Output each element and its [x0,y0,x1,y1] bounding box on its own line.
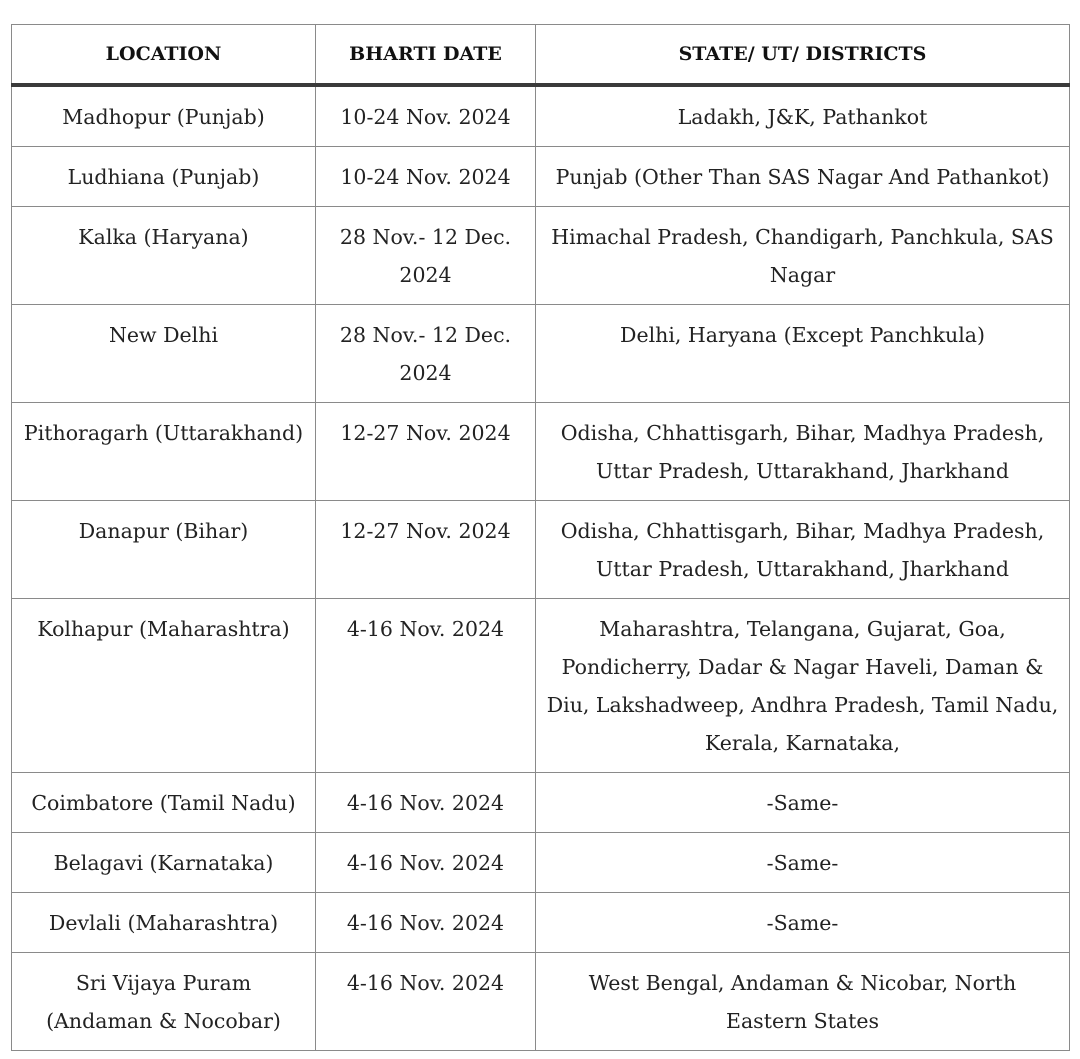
cell-states: -Same- [536,773,1070,833]
table-row [12,85,1070,147]
table-header-row [12,25,1070,86]
cell-location: Belagavi (Karnataka) [12,833,316,893]
header-state-ut-districts: STATE/ UT/ DISTRICTS [536,25,1070,86]
cell-location: Madhopur (Punjab) [12,85,316,147]
table-row [12,893,1070,953]
cell-states: Maharashtra, Telangana, Gujarat, Goa, Pondicherry, Dadar & Nagar Haveli, Daman & Diu, Lakshadweep, Andhra Pradesh, Tamil Nadu, Kerala, Karnataka, [536,599,1070,773]
cell-date: 10-24 Nov. 2024 [316,85,536,147]
cell-date: 4-16 Nov. 2024 [316,893,536,953]
table-row [12,305,1070,403]
recruitment-schedule-table [11,24,1070,1051]
cell-date: 12-27 Nov. 2024 [316,403,536,501]
table-row [12,207,1070,305]
cell-states: Odisha, Chhattisgarh, Bihar, Madhya Pradesh, Uttar Pradesh, Uttarakhand, Jharkhand [536,501,1070,599]
cell-location: New Delhi [12,305,316,403]
cell-states: Ladakh, J&K, Pathankot [536,85,1070,147]
table-row [12,403,1070,501]
table-row [12,501,1070,599]
cell-states: West Bengal, Andaman & Nicobar, North Eastern States [536,953,1070,1051]
cell-location: Devlali (Maharashtra) [12,893,316,953]
cell-states: Delhi, Haryana (Except Panchkula) [536,305,1070,403]
table-row [12,833,1070,893]
cell-states: Odisha, Chhattisgarh, Bihar, Madhya Pradesh, Uttar Pradesh, Uttarakhand, Jharkhand [536,403,1070,501]
table-row [12,953,1070,1051]
cell-date: 28 Nov.- 12 Dec. 2024 [316,305,536,403]
cell-date: 4-16 Nov. 2024 [316,833,536,893]
header-bharti-date: BHARTI DATE [316,25,536,86]
cell-location: Sri Vijaya Puram (Andaman & Nocobar) [12,953,316,1051]
header-location: LOCATION [12,25,316,86]
cell-location: Kolhapur (Maharashtra) [12,599,316,773]
table-row [12,147,1070,207]
cell-states: Punjab (Other Than SAS Nagar And Pathankot) [536,147,1070,207]
table-row [12,599,1070,773]
cell-date: 12-27 Nov. 2024 [316,501,536,599]
recruitment-schedule-table-wrapper [11,24,1069,1051]
cell-states: Himachal Pradesh, Chandigarh, Panchkula, SAS Nagar [536,207,1070,305]
cell-date: 28 Nov.- 12 Dec. 2024 [316,207,536,305]
cell-location: Ludhiana (Punjab) [12,147,316,207]
cell-date: 4-16 Nov. 2024 [316,953,536,1051]
cell-states: -Same- [536,833,1070,893]
cell-states: -Same- [536,893,1070,953]
cell-location: Danapur (Bihar) [12,501,316,599]
cell-location: Coimbatore (Tamil Nadu) [12,773,316,833]
cell-date: 10-24 Nov. 2024 [316,147,536,207]
cell-location: Pithoragarh (Uttarakhand) [12,403,316,501]
cell-date: 4-16 Nov. 2024 [316,599,536,773]
cell-location: Kalka (Haryana) [12,207,316,305]
cell-date: 4-16 Nov. 2024 [316,773,536,833]
table-row [12,773,1070,833]
